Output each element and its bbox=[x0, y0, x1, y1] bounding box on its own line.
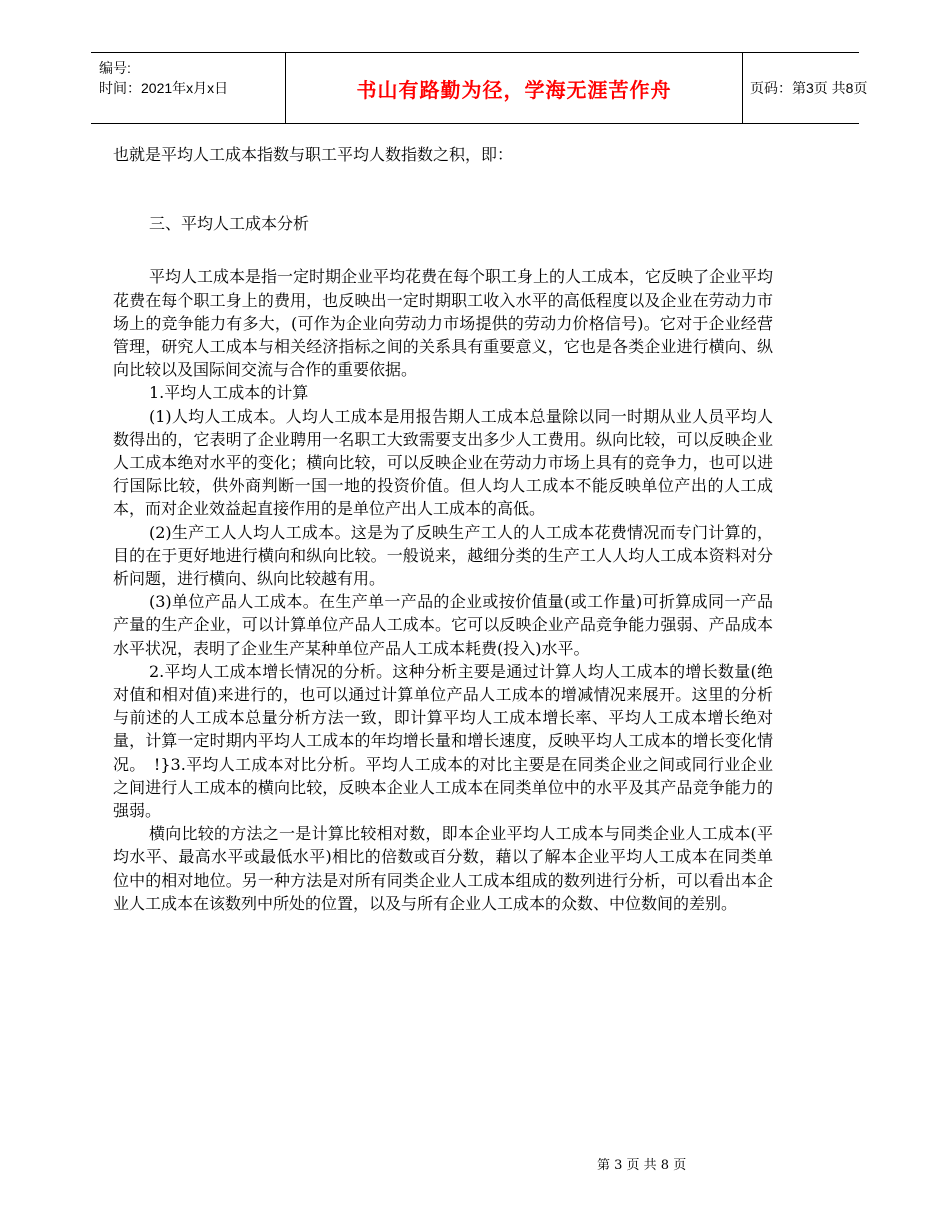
header-motto-cell bbox=[285, 53, 743, 123]
subsection-heading: 1.平均人工成本的计算 bbox=[149, 383, 309, 403]
footer-page-number: 第 3 页 共 8 页 bbox=[597, 1158, 687, 1173]
document-time-label: 时间：2021年x月x日 bbox=[99, 80, 229, 96]
section-heading: 三、平均人工成本分析 bbox=[149, 214, 310, 234]
header-meta bbox=[91, 53, 285, 123]
body-paragraph: 平均人工成本是指一定时期企业平均花费在每个职工身上的人工成本，它反映了企业平均花费在每个职工身上的费用，也反映出一定时期职工收入水平的高低程度以及企业在劳动力市场上的竞争能力有多大，(可作为企业向劳动力市场提供的劳动力价格信号)。它对于企业经营管理，研究人工成本与相关经济指标之间的关系具有重要意义，它也是各类企业进行横向、纵向比较以及国际间交流与合作的重要依据。 bbox=[113, 267, 774, 380]
body-paragraph: 2.平均人工成本增长情况的分析。这种分析主要是通过计算人均人工成本的增长数量(绝对值和相对值)来进行的，也可以通过计算单位产品人工成本的增减情况来展开。这里的分析与前述的人工成本总量分析方法一致，即计算平均人工成本增长率、平均人工成本增长绝对量，计算一定时期内平均人工成本的年均增长量和增长速度，反映平均人工成本的增长变化情况。 !}3.平均人工成本对比分析。平均人工成本的对比主要是在同类企业之间或同行业企业之间进行人工成本的横向比较，反映本企业人工成本在同类单位中的水平及其产品竞争能力的强弱。 bbox=[113, 661, 773, 821]
header-motto: 书山有路勤为径，学海无涯苦作舟 bbox=[356, 77, 672, 102]
header-page-cell bbox=[742, 53, 868, 123]
intro-paragraph: 也就是平均人工成本指数与职工平均人数指数之积，即： bbox=[113, 145, 514, 164]
body-paragraph: 横向比较的方法之一是计算比较相对数，即本企业平均人工成本与同类企业人工成本(平均水平、最高水平或最低水平)相比的倍数或百分数，藉以了解本企业平均人工成本在同类单位中的相对地位。另一种方法是对所有同类企业人工成本组成的数列进行分析，可以看出本企业人工成本在该数列中所处的位置，以及与所有企业人工成本的众数、中位数间的差别。 bbox=[113, 824, 773, 913]
body-paragraph: (2)生产工人人均人工成本。这是为了反映生产工人的人工成本花费情况而专门计算的，目的在于更好地进行横向和纵向比较。一般说来，越细分类的生产工人人均人工成本资料对分析问题，进行横向、纵向比较越有用。 bbox=[113, 522, 773, 589]
body-paragraph: (3)单位产品人工成本。在生产单一产品的企业或按价值量(或工作量)可折算成同一产品产量的生产企业，可以计算单位产品人工成本。它可以反映企业产品竞争能力强弱、产品成本水平状况，表明了企业生产某种单位产品人工成本耗费(投入)水平。 bbox=[113, 592, 773, 658]
document-number-label: 编号: bbox=[99, 60, 131, 76]
body-paragraph: (1)人均人工成本。人均人工成本是用报告期人工成本总量除以同一时期从业人员平均人数得出的，它表明了企业聘用一名职工大致需要支出多少人工费用。纵向比较，可以反映企业人工成本绝对水平的变化；横向比较，可以反映企业在劳动力市场上具有的竞争力，也可以进行国际比较，供外商判断一国一地的投资价值。但人均人工成本不能反映单位产出的人工成本，而对企业效益起直接作用的是单位产出人工成本的高低。 bbox=[113, 406, 773, 519]
page-header bbox=[91, 52, 868, 124]
document-body bbox=[113, 143, 773, 915]
header-page-info: 页码：第3页 共8页 bbox=[750, 80, 868, 96]
